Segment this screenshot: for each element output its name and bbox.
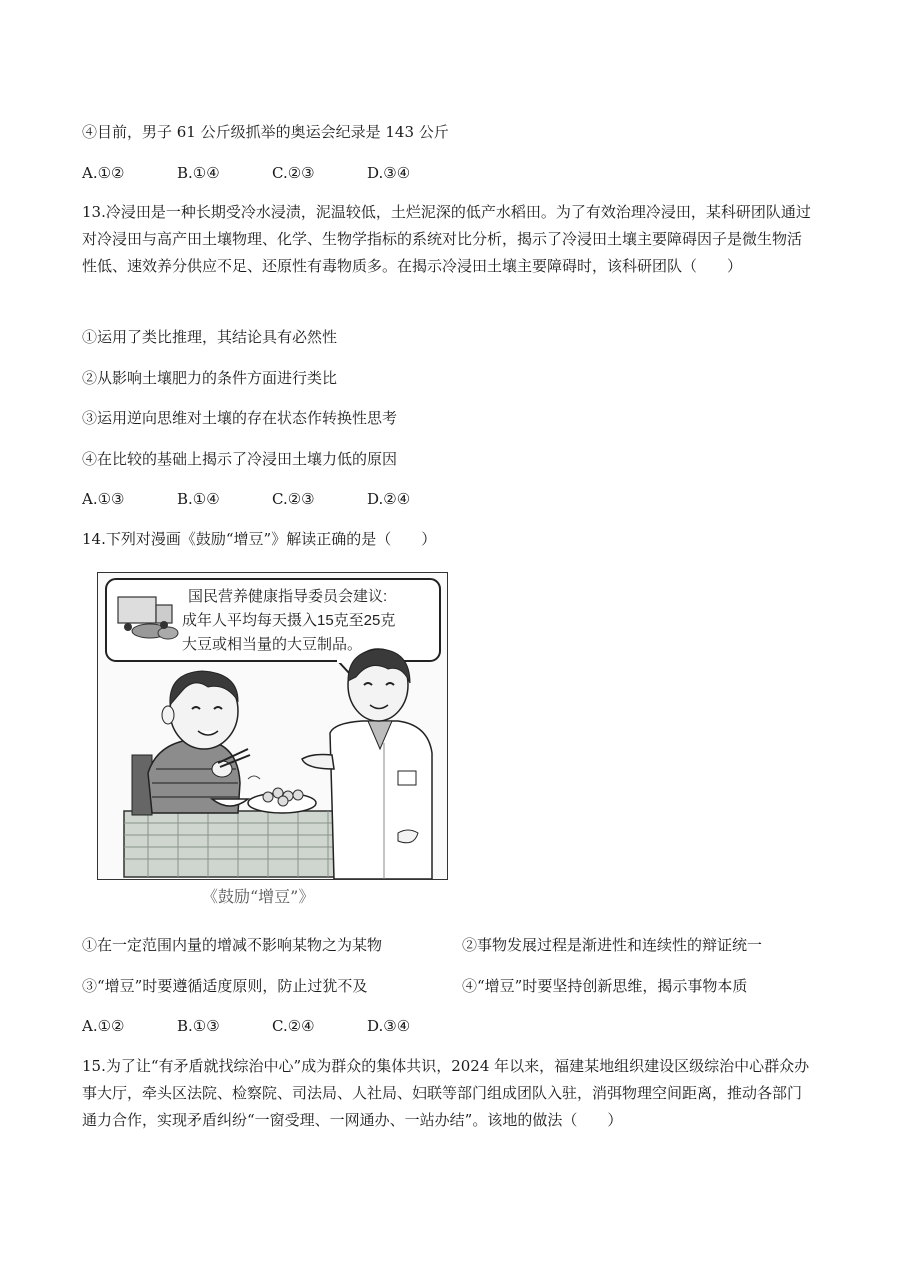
cartoon-illustration (97, 572, 448, 880)
q13-options (82, 488, 462, 510)
boy-figure (148, 671, 250, 813)
q15-stem: 15.为了让“有矛盾就找综治中心”成为群众的集体共识，2024 年以来，福建某地组织建设区级综治中心群众办事大厅，牵头区法院、检察院、司法局、人社局、妇联等部门组成团队入驻，消弭物理空间距离，推动各部门通力合作，实现矛盾纠纷“一窗受理、一网通办、一站办结”。该地的做法（ ） (82, 1057, 810, 1129)
q13-option-c[interactable]: C.②③ (272, 490, 315, 508)
q13-option-a[interactable]: A.①③ (82, 490, 125, 508)
q14-item-4: ④“增豆”时要坚持创新思维，揭示事物本质 (462, 977, 748, 995)
q14-option-d[interactable]: D.③④ (367, 1017, 411, 1035)
q13-option-b[interactable]: B.①④ (177, 490, 220, 508)
q12-options (82, 162, 462, 184)
q12-item-4: ④目前，男子 61 公斤级抓举的奥运会纪录是 143 公斤 (82, 123, 449, 141)
cartoon-drawing (98, 573, 447, 879)
q13-item-3: ③运用逆向思维对土壤的存在状态作转换性思考 (82, 409, 398, 427)
q13-item-1: ①运用了类比推理，其结论具有必然性 (82, 328, 338, 346)
bean-plate (248, 776, 316, 813)
bubble-line-3: 大豆或相当量的大豆制品。 (182, 636, 363, 653)
cartoon-caption: 《鼓励“增豆”》 (202, 887, 315, 906)
q14-item-3: ③“增豆”时要遵循适度原则，防止过犹不及 (82, 977, 368, 995)
q14-item-2: ②事物发展过程是渐进性和连续性的辩证统一 (462, 936, 763, 954)
q13-item-4: ④在比较的基础上揭示了冷浸田土壤力低的原因 (82, 450, 398, 468)
q12-option-a[interactable]: A.①② (82, 164, 125, 182)
bubble-line-2: 成年人平均每天摄入15克至25克 (182, 612, 396, 629)
q14-option-c[interactable]: C.②④ (272, 1017, 315, 1035)
dining-table (124, 811, 360, 877)
q13-option-d[interactable]: D.②④ (367, 490, 411, 508)
q13-stem: 13.冷浸田是一种长期受冷水浸渍，泥温较低，土烂泥深的低产水稻田。为了有效治理冷浸田，某科研团队通过对冷浸田与高产田土壤物理、化学、生物学指标的系统对比分析，揭示了冷浸田土壤主要障碍因子是微生物活性低、速效养分供应不足、还原性有毒物质多。在揭示冷浸田土壤主要障碍时，该科研团队（ ） (82, 203, 811, 275)
q14-item-1: ①在一定范围内量的增减不影响某物之为某物 (82, 936, 383, 954)
q14-stem: 14.下列对漫画《鼓励“增豆”》解读正确的是（ ） (82, 530, 437, 548)
q12-option-c[interactable]: C.②③ (272, 164, 315, 182)
q13-item-2: ②从影响土壤肥力的条件方面进行类比 (82, 369, 338, 387)
q12-option-d[interactable]: D.③④ (367, 164, 411, 182)
q14-option-b[interactable]: B.①③ (177, 1017, 220, 1035)
bubble-line-1: 国民营养健康指导委员会建议: (188, 588, 388, 605)
q14-options (82, 1015, 462, 1037)
q14-option-a[interactable]: A.①② (82, 1017, 125, 1035)
q12-option-b[interactable]: B.①④ (177, 164, 220, 182)
